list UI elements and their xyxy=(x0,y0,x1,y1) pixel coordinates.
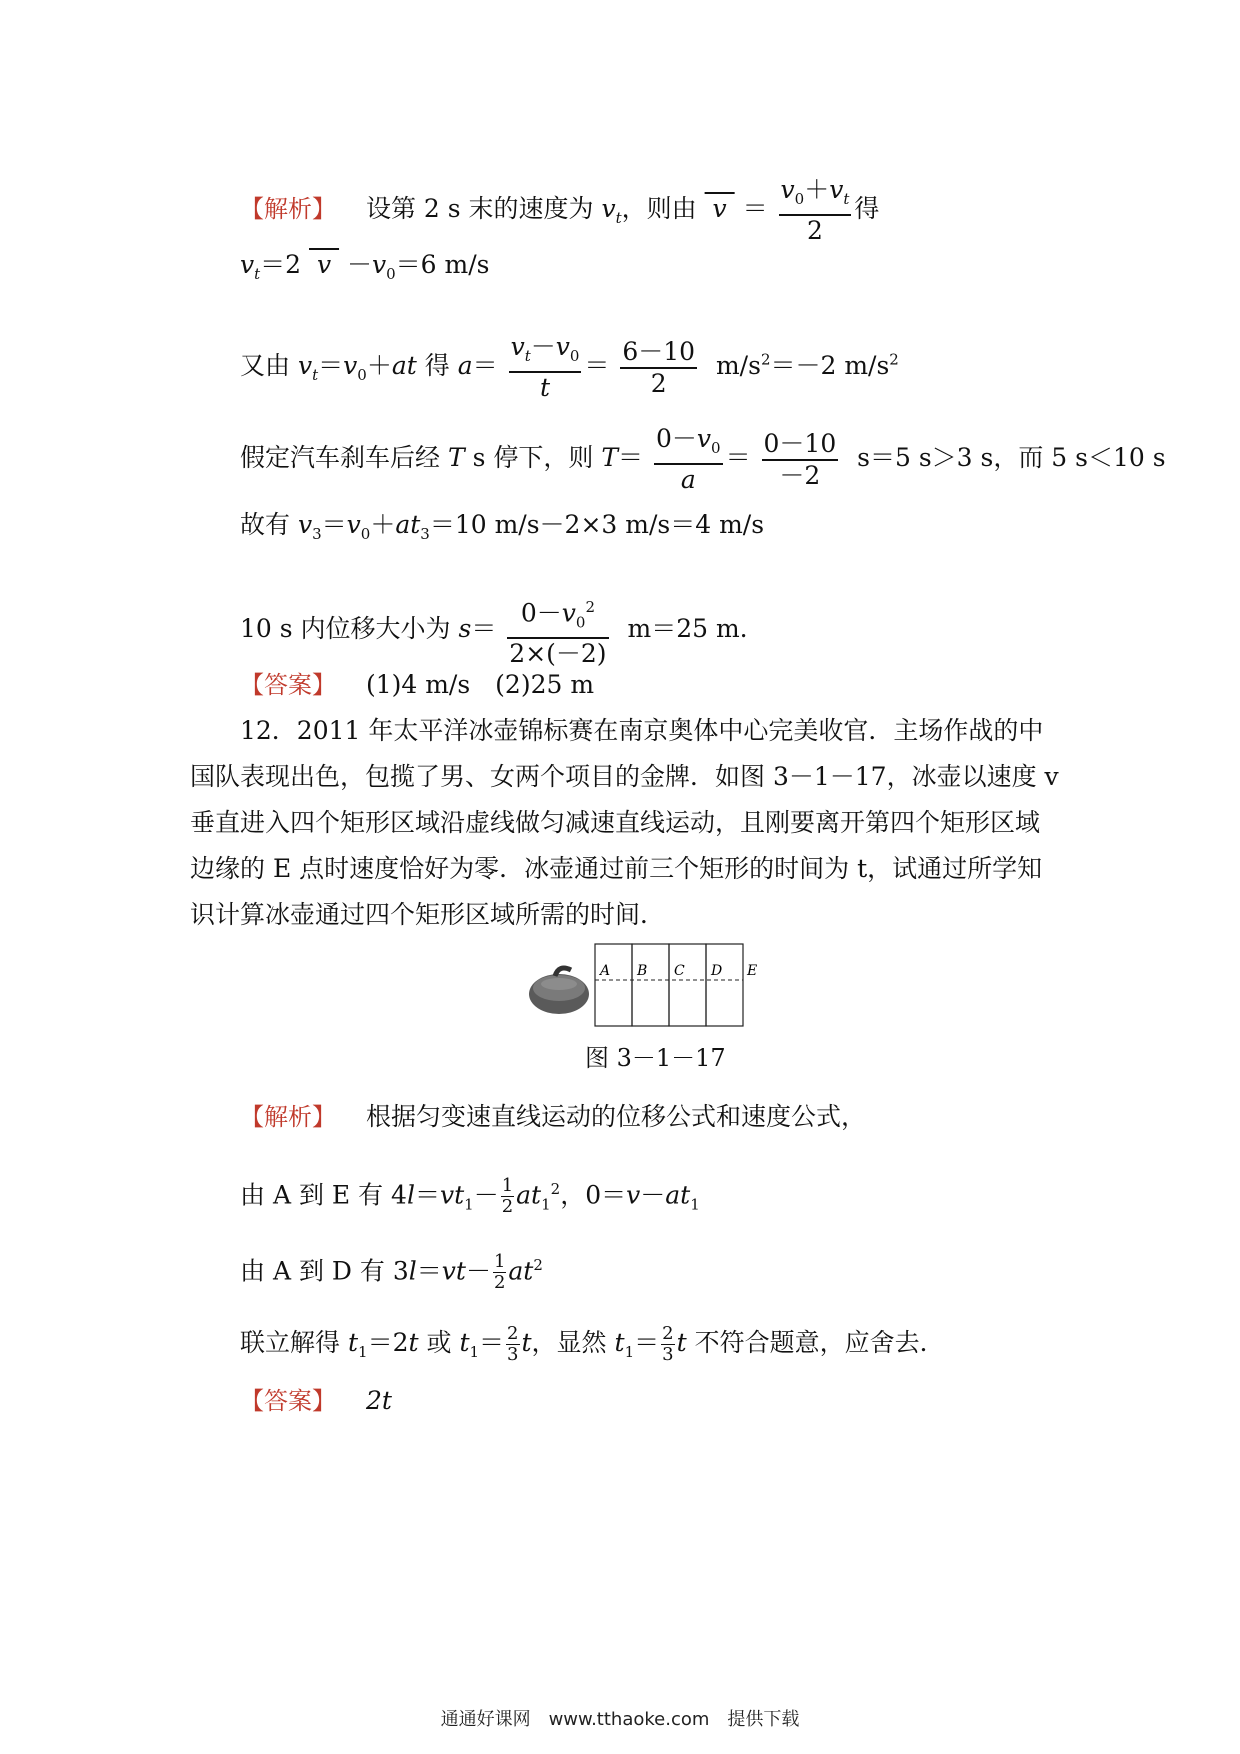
q12-answer-line xyxy=(240,1384,392,1418)
answer-tag: 【答案】 xyxy=(240,671,336,699)
label-c: C xyxy=(674,963,685,979)
acceleration-equation: 又由 $v_t=v_0+at$ 得 a＝ $\frac{v_t-v_0}{t}$ ＝ $\frac{6-10}{2}$ $m/s^2=-2$ $m/s^2$ xyxy=(240,332,899,402)
avg-velocity-fraction: $\frac{v_0+v_t}{2}$ xyxy=(780,175,850,245)
q11-answer: (1)4 m/s (2)25 m xyxy=(365,670,595,699)
vt-equation: $v_t=2$ $v -v_0=6$ m/s xyxy=(240,250,490,283)
q11-analysis-line: 【解析】 设第 2 s 末的速度为 $v_t$，则由 v ＝ $\frac{v_0+v_t}{2}$ 得 xyxy=(240,175,880,245)
label-b: B xyxy=(637,963,648,979)
answer-tag: 【答案】 xyxy=(240,1387,336,1415)
q12-analysis-intro: 根据匀变速直线运动的位移公式和速度公式， xyxy=(365,1102,866,1131)
analysis-tag: 【解析】 xyxy=(240,195,336,223)
curling-figure xyxy=(525,942,785,1040)
q12-equation-3: 联立解得 $t_1=2t$ 或 $t_1=$ $\frac{2}{3}$ t，显然 $t_1=$ $\frac{2}{3}$ t 不符合题意，应舍去． xyxy=(240,1323,945,1365)
q12-problem-text: 12．2011 年太平洋冰壶锦标赛在南京奥体中心完美收官．主场作战的中国队表现出色，包揽了男、女两个项目的金牌．如图 3－1－17，冰壶以速度 v 垂直进入四个矩形区域沿虚线做匀减速直线运动，且刚要离开第四个矩形区域边缘的 E 点时速度恰好为零．冰壶通过前三个矩形的时间为 t，试通过所学知识计算冰壶通过四个矩形区域所需的时间． xyxy=(190,716,1059,929)
q12-answer: 2t xyxy=(365,1386,392,1415)
v3-equation: 故有 $v_3=v_0+at_3=10$ m/s－2×3 m/s＝4 m/s xyxy=(240,510,765,543)
q11-answer-line xyxy=(240,668,594,702)
label-a: A xyxy=(600,963,611,979)
q12-equation-2: 由 A 到 D 有 3l＝vt－ $\frac{1}{2}$ $at^2$ xyxy=(240,1251,543,1294)
label-e: E xyxy=(747,963,758,979)
figure-caption: 图 3－1－17 xyxy=(585,1044,726,1072)
q12-analysis-line xyxy=(240,1100,866,1134)
displacement-equation: 10 s 内位移大小为 s＝ $\frac{0-v_0^2}{2\times(-2)}$ m＝25 m. xyxy=(240,592,748,669)
label-d: D xyxy=(711,963,723,979)
analysis-tag: 【解析】 xyxy=(240,1103,336,1131)
curling-diagram xyxy=(525,942,785,1034)
page-footer: 通通好课网 www.tthaoke.com 提供下载 xyxy=(440,1709,800,1730)
stop-time-equation: 假定汽车刹车后经 T s 停下，则 T＝ $\frac{0-v_0}{a}$ ＝ $\frac{0-10}{-2}$ s＝5 s＞3 s，而 5 s＜10 s xyxy=(240,424,1166,494)
q12-equation-1: 由 A 到 E 有 $4l=vt_1-$ $\frac{1}{2}$ $at_1^2$，$0=v-at_1$ xyxy=(240,1175,700,1218)
q11-analysis-intro: 设第 2 s 末的速度为 xyxy=(365,194,594,223)
